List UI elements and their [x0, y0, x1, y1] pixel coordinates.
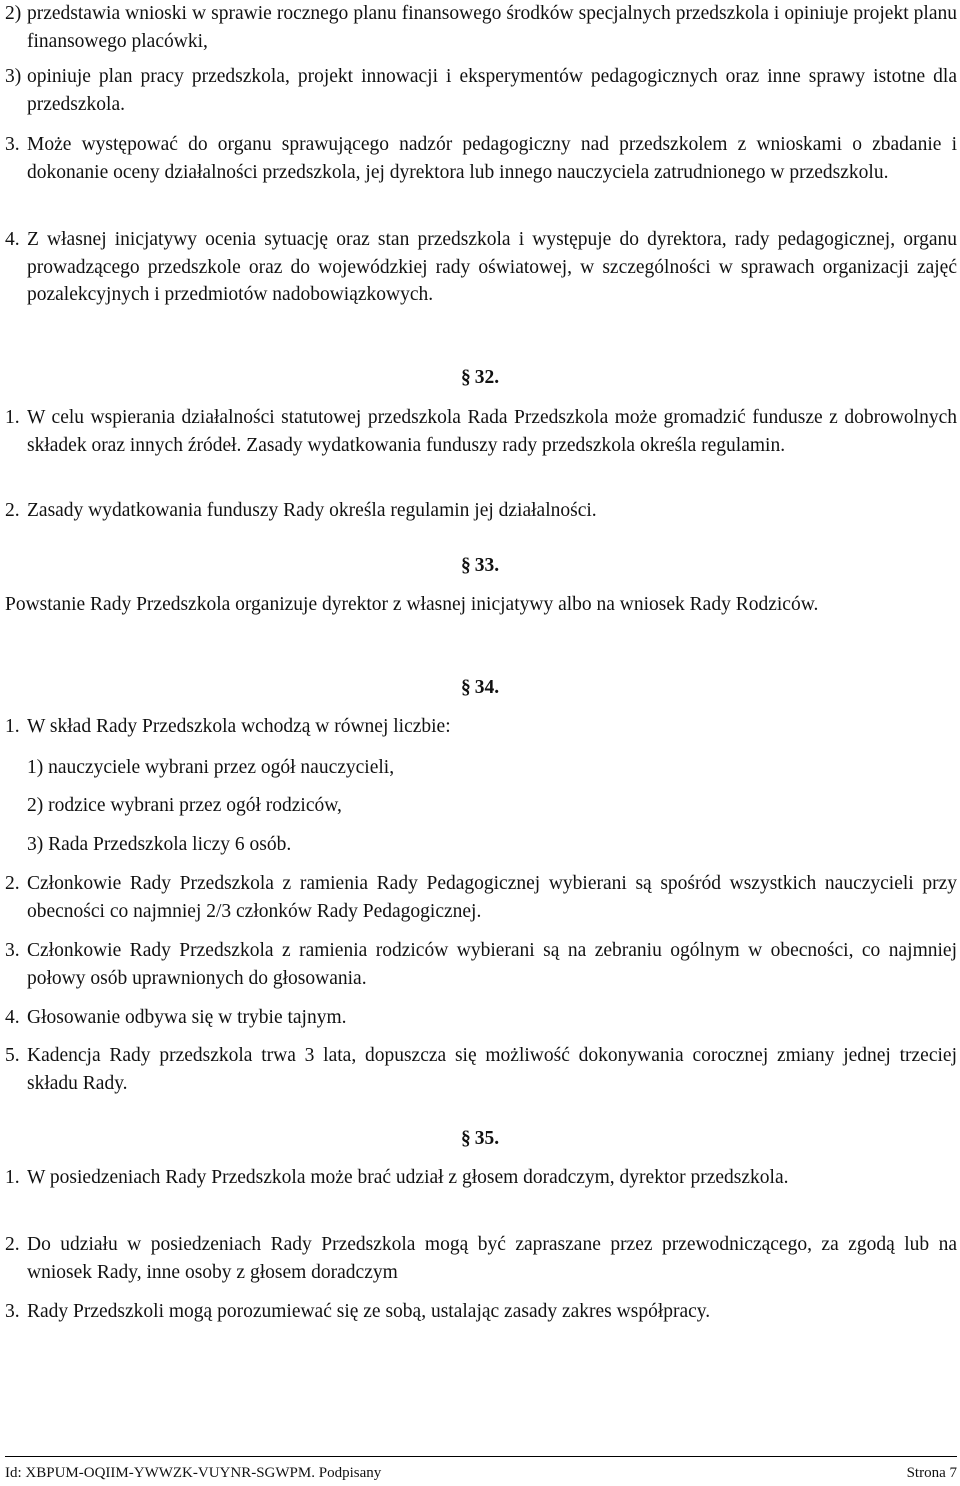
paragraph-number: 4.	[5, 1007, 20, 1028]
list-item	[5, 792, 957, 820]
list-item	[5, 0, 957, 55]
section-heading-33	[0, 552, 960, 580]
paragraph	[5, 1042, 957, 1097]
list-item-text: 3) Rada Przedszkola liczy 6 osób.	[27, 834, 292, 855]
paragraph	[5, 497, 957, 525]
document-id: Id: XBPUM-OQIIM-YWWZK-VUYNR-SGWPM. Podpisany	[5, 1465, 382, 1481]
paragraph-number: 4.	[5, 229, 20, 250]
paragraph-number: 1.	[5, 716, 20, 737]
list-number: 3)	[5, 66, 22, 87]
paragraph	[5, 226, 957, 309]
paragraph-text: Do udziału w posiedzeniach Rady Przedszkola mogą być zapraszane przez przewodniczącego, za zgodą lub na wniosek Rady, inne osoby z głosem doradczym	[27, 1234, 957, 1283]
paragraph-number: 3.	[5, 134, 20, 155]
section-heading-34	[0, 674, 960, 702]
paragraph	[5, 131, 957, 186]
list-item-text: 1) nauczyciele wybrani przez ogół nauczycieli,	[27, 757, 395, 778]
paragraph-text: Członkowie Rady Przedszkola z ramienia rodziców wybierani są na zebraniu ogólnym w obecności, co najmniej połowy osób uprawnionych do głosowania.	[27, 940, 957, 989]
paragraph	[5, 937, 957, 992]
section-number: 32.	[474, 367, 500, 388]
section-number: 34.	[474, 677, 500, 698]
page-number: Strona 7	[906, 1465, 957, 1481]
paragraph-text: W celu wspierania działalności statutowej przedszkola Rada Przedszkola może gromadzić fundusze z dobrowolnych składek oraz innych źródeł. Zasady wydatkowania funduszy rady przedszkola określa regulamin.	[27, 407, 957, 456]
paragraph-number: 3.	[5, 940, 20, 961]
paragraph	[5, 1231, 957, 1286]
paragraph-text: W skład Rady Przedszkola wchodzą w równej liczbie:	[27, 716, 451, 737]
paragraph-text: Zasady wydatkowania funduszy Rady określa regulamin jej działalności.	[27, 500, 597, 521]
paragraph	[5, 1164, 957, 1192]
section-symbol: §	[460, 677, 471, 698]
paragraph	[5, 591, 957, 619]
list-item	[5, 754, 957, 782]
paragraph-text: Kadencja Rady przedszkola trwa 3 lata, dopuszcza się możliwość dokonywania corocznej zmiany jednej trzeciej składu Rady.	[27, 1045, 957, 1094]
section-heading-35	[0, 1125, 960, 1153]
section-heading-32	[0, 364, 960, 392]
paragraph-number: 5.	[5, 1045, 20, 1066]
list-number: 2)	[5, 3, 22, 24]
section-symbol: §	[460, 367, 471, 388]
list-item	[5, 831, 957, 859]
paragraph-text: Powstanie Rady Przedszkola organizuje dyrektor z własnej inicjatywy albo na wniosek Rady Rodziców.	[5, 594, 819, 615]
paragraph-text: Członkowie Rady Przedszkola z ramienia Rady Pedagogicznej wybierani są spośród wszystkich nauczycieli przy obecności co najmniej 2/3 członków Rady Pedagogicznej.	[27, 873, 957, 922]
paragraph-text: Może występować do organu sprawującego nadzór pedagogiczny nad przedszkolem z wnioskami o zbadanie i dokonanie oceny działalności przedszkola, jej dyrektora lub innego nauczyciela zatrudnionego w przedszkolu.	[27, 134, 957, 183]
paragraph-number: 1.	[5, 1167, 20, 1188]
list-item-text: opiniuje plan pracy przedszkola, projekt innowacji i eksperymentów pedagogicznych oraz inne sprawy istotne dla przedszkola.	[27, 66, 957, 115]
footer-divider	[5, 1456, 957, 1457]
paragraph	[5, 1298, 957, 1326]
section-symbol: §	[460, 1128, 471, 1149]
section-number: 35.	[474, 1128, 500, 1149]
paragraph-number: 2.	[5, 500, 20, 521]
paragraph	[5, 404, 957, 459]
paragraph	[5, 713, 957, 741]
paragraph	[5, 1004, 957, 1032]
section-symbol: §	[460, 555, 471, 576]
paragraph-number: 2.	[5, 1234, 20, 1255]
list-item-text: przedstawia wnioski w sprawie rocznego planu finansowego środków specjalnych przedszkola i opiniuje projekt planu finansowego placówki,	[27, 3, 957, 52]
paragraph-text: Głosowanie odbywa się w trybie tajnym.	[27, 1007, 347, 1028]
list-item	[5, 63, 957, 118]
paragraph-text: W posiedzeniach Rady Przedszkola może brać udział z głosem doradczym, dyrektor przedszkola.	[27, 1167, 789, 1188]
section-number: 33.	[474, 555, 500, 576]
paragraph-number: 3.	[5, 1301, 20, 1322]
paragraph-number: 2.	[5, 873, 20, 894]
list-item-text: 2) rodzice wybrani przez ogół rodziców,	[27, 795, 342, 816]
paragraph	[5, 870, 957, 925]
paragraph-number: 1.	[5, 407, 20, 428]
paragraph-text: Rady Przedszkoli mogą porozumiewać się ze sobą, ustalając zasady zakres współpracy.	[27, 1301, 711, 1322]
paragraph-text: Z własnej inicjatywy ocenia sytuację oraz stan przedszkola i występuje do dyrektora, rady pedagogicznej, organu prowadzącego przedszkole oraz do wojewódzkiej rady oświatowej, w szczególności w sprawach organizacji zajęć pozalekcyjnych i przedmiotów nadobowiązkowych.	[27, 229, 957, 305]
